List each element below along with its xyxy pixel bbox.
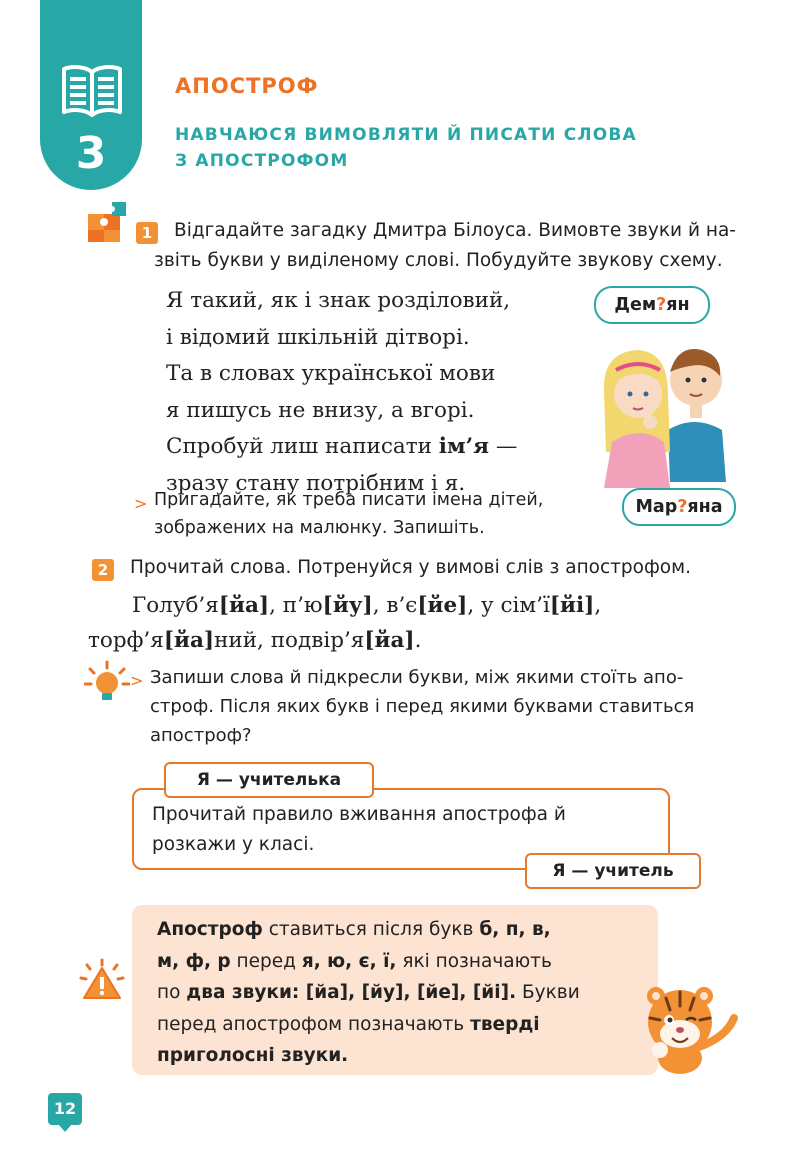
roles-instruction: Прочитай правило вживання апострофа й розкажи у класі. bbox=[152, 804, 566, 855]
lesson-number: 3 bbox=[75, 128, 107, 179]
sub-bullet-2: > bbox=[130, 671, 144, 690]
task1-instruction: Відгадайте загадку Дмитра Білоуса. Вимовте звуки й на- звіть букви у виділеному слові. Побудуйте звукову схему. bbox=[154, 220, 736, 271]
tiger-mascot-illustration bbox=[636, 978, 740, 1078]
page-number: 12 bbox=[48, 1093, 82, 1125]
page-badge-pointer bbox=[58, 1124, 72, 1132]
task-number-2: 2 bbox=[92, 559, 114, 581]
task1-subtask: Пригадайте, як треба писати імена дітей, зображених на малюнку. Запишіть. bbox=[154, 490, 544, 538]
riddle-poem: Я такий, як і знак розділовий, і відомий шкільній дітворі. Та в словах української мови я пишусь не внизу, а вгорі. Спробуй лиш написати ім’я — зразу стану потрібним і я. bbox=[166, 288, 518, 496]
sub-bullet-1: > bbox=[134, 494, 148, 513]
speech-bubble-girl: Мар?яна bbox=[622, 488, 736, 526]
page-subtitle: НАВЧАЮСЯ ВИМОВЛЯТИ Й ПИСАТИ СЛОВА З АПОСТРОФОМ bbox=[175, 125, 637, 171]
rule-text: Апостроф ставиться після букв б, п, в, м, ф, р перед я, ю, є, ї, які позначають по два звуки: [йа], [йу], [йе], [йі]. Букви перед апострофом позначають тверді приголосні звуки. bbox=[157, 919, 580, 1066]
puzzle-icon bbox=[84, 200, 130, 244]
role-tag-teacher-female: Я — учителька bbox=[164, 762, 374, 798]
warning-icon bbox=[78, 958, 126, 1002]
lightbulb-icon bbox=[84, 660, 130, 706]
task2-subtask: Запиши слова й підкресли букви, між якими стоїть апо- строф. Після яких букв і перед якими буквами ставиться апостроф? bbox=[150, 667, 695, 746]
children-illustration bbox=[598, 322, 738, 488]
open-book-icon bbox=[60, 62, 124, 120]
task-number-1: 1 bbox=[136, 222, 158, 244]
highlighted-word: ім’я bbox=[438, 434, 489, 459]
page-title: АПОСТРОФ bbox=[175, 74, 319, 98]
speech-bubble-boy: Дем?ян bbox=[594, 286, 710, 324]
practice-words: Голуб’я[йа], п’ю[йу], в’є[йе], у сім’ї[йі], торф’я[йа]ний, подвір’я[йа]. bbox=[88, 593, 602, 653]
task2-instruction: Прочитай слова. Потренуйся у вимові слів з апострофом. bbox=[130, 557, 691, 578]
role-tag-teacher-male: Я — учитель bbox=[525, 853, 701, 889]
